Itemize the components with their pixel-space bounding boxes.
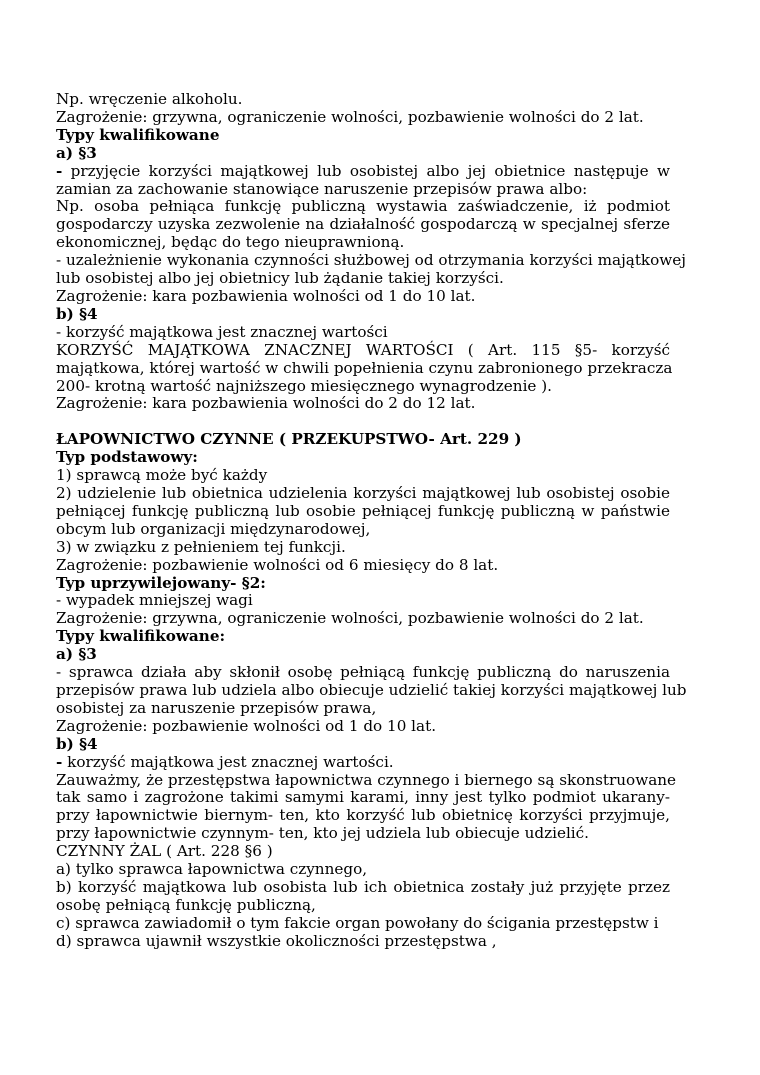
paragraph-label: b) §4 <box>56 734 98 753</box>
paragraph-label: a) §3 <box>56 143 97 162</box>
penalty-line: Zagrożenie: grzywna, ograniczenie wolności, pozbawienie wolności do 2 lat. <box>56 609 644 628</box>
body-line: lub osobistej albo jej obietnicy lub żądanie takiej korzyści. <box>56 269 504 288</box>
penalty-line: Zagrożenie: pozbawienie wolności od 6 miesięcy do 8 lat. <box>56 555 499 574</box>
body-line: - uzależnienie wykonania czynności służbowej od otrzymania korzyści majątkowej <box>56 251 686 270</box>
body-line: 3) w związku z pełnieniem tej funkcji. <box>56 537 346 556</box>
penalty-line: Zagrożenie: kara pozbawienia wolności do 2 do 12 lat. <box>56 394 476 413</box>
body-line: gospodarczy uzyska zezwolenie na działalność gospodarczą w specjalnej sferze <box>56 215 670 234</box>
body-line <box>56 163 670 181</box>
body-line: przy łapownictwie czynnym- ten, kto jej udziela lub obiecuje udzielić. <box>56 824 589 843</box>
body-line: przy łapownictwie biernym- ten, kto korzyść lub obietnicę korzyści przyjmuje, <box>56 806 670 825</box>
paragraph-label: b) §4 <box>56 304 98 323</box>
list-item: c) sprawca zawiadomił o tym fakcie organ powołany do ścigania przestępstw i <box>56 913 659 932</box>
body-line <box>56 754 670 772</box>
body-line: przepisów prawa lub udziela albo obiecuje udzielić takiej korzyści majątkowej lub <box>56 681 687 699</box>
list-item: d) sprawca ujawnił wszystkie okoliczności przestępstwa , <box>56 931 497 950</box>
section-title: ŁAPOWNICTWO CZYNNE ( PRZEKUPSTWO- Art. 229 ) <box>56 430 522 449</box>
body-line: - sprawca działa aby skłonił osobę pełniącą funkcję publiczną do naruszenia <box>56 663 670 682</box>
body-line: CZYNNY ŻAL ( Art. 228 §6 ) <box>56 842 273 861</box>
body-text: przyjęcie korzyści majątkowej lub osobistej albo jej obietnice następuje w <box>62 161 670 180</box>
body-line: - korzyść majątkowa jest znacznej wartości <box>56 322 388 341</box>
list-item: osobę pełniącą funkcję publiczną, <box>56 895 316 914</box>
body-line: ekonomicznej, będąc do tego nieuprawnioną. <box>56 233 405 252</box>
body-text: korzyść majątkowa jest znacznej wartości. <box>62 752 394 771</box>
body-line: 200- krotną wartość najniższego miesięcznego wynagrodzenie ). <box>56 376 552 395</box>
privileged-type-heading: Typ uprzywilejowany- §2: <box>56 573 266 592</box>
body-line: majątkowa, której wartość w chwili popełnienia czynu zabronionego przekracza <box>56 358 673 377</box>
body-line: Np. osoba pełniąca funkcję publiczną wystawia zaświadczenie, iż podmiot <box>56 197 670 216</box>
penalty-line: Zagrożenie: kara pozbawienia wolności od 1 do 10 lat. <box>56 286 476 305</box>
example-line: Np. wręczenie alkoholu. <box>56 90 243 108</box>
body-line: pełniącej funkcję publiczną lub osobie pełniącej funkcję publiczną w państwie <box>56 501 670 520</box>
body-line: 2) udzielenie lub obietnica udzielenia korzyści majątkowej lub osobistej osobie <box>56 484 670 503</box>
penalty-line: Zagrożenie: grzywna, ograniczenie wolności, pozbawienie wolności do 2 lat. <box>56 107 644 126</box>
basic-type-heading: Typ podstawowy: <box>56 448 198 467</box>
body-line: Zauważmy, że przestępstwa łapownictwa czynnego i biernego są skonstruowane <box>56 770 677 789</box>
document-page <box>56 90 687 951</box>
body-line: osobistej za naruszenie przepisów prawa, <box>56 698 377 717</box>
dash-marker: - <box>56 161 63 180</box>
body-line: zamian za zachowanie stanowiące naruszenie przepisów prawa albo: <box>56 179 588 198</box>
list-item: b) korzyść majątkowa lub osobista lub ich obietnica zostały już przyjęte przez <box>56 877 670 896</box>
penalty-line: Zagrożenie: pozbawienie wolności od 1 do 10 lat. <box>56 716 437 735</box>
section-gap <box>56 413 670 431</box>
qualified-types-heading: Typy kwalifikowane: <box>56 627 226 646</box>
paragraph-label: a) §3 <box>56 645 97 664</box>
body-line: obcym lub organizacji międzynarodowej, <box>56 519 371 538</box>
body-line: - wypadek mniejszej wagi <box>56 591 253 610</box>
dash-marker: - <box>56 752 63 771</box>
list-item: a) tylko sprawca łapownictwa czynnego, <box>56 860 368 879</box>
body-line: tak samo i zagrożone takimi samymi karami, inny jest tylko podmiot ukarany- <box>56 788 670 807</box>
body-line: 1) sprawcą może być każdy <box>56 466 268 485</box>
qualified-types-heading: Typy kwalifikowane <box>56 125 220 144</box>
body-line: KORZYŚĆ MAJĄTKOWA ZNACZNEJ WARTOŚCI ( Art. 115 §5- korzyść <box>56 340 670 359</box>
